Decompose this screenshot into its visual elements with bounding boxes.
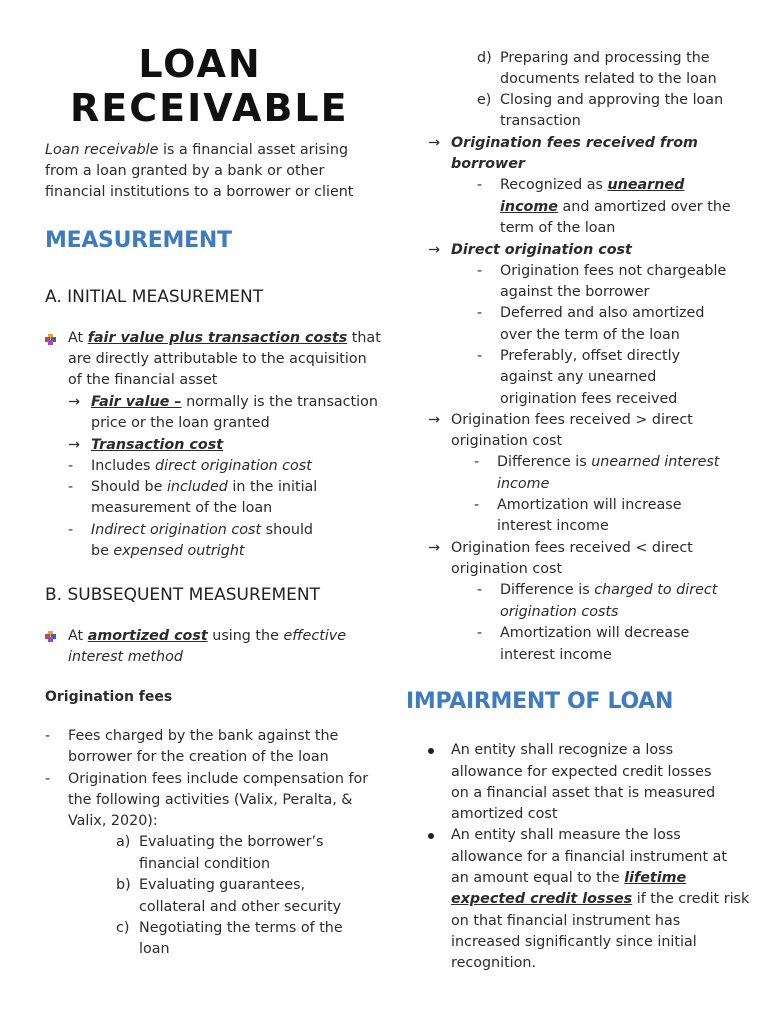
doc-sub-3-line-3: origination fees received (500, 391, 678, 407)
fair-value-line-2: price or the loan granted (91, 415, 270, 431)
imp-p1-line-1: An entity shall recognize a loss (451, 742, 674, 758)
direct-origination-cost-label: Direct origination cost (451, 242, 632, 258)
activity-letter: b) (116, 877, 131, 893)
dash-marker: - (45, 771, 51, 787)
ofr-line-1: Origination fees received from (451, 135, 698, 151)
ofr-sub-line-1: Recognized as unearned (500, 177, 685, 193)
should-be-line-1: Should be included in the initial (91, 479, 318, 495)
colored-diamond-icon (45, 631, 55, 641)
gt-line-1: Origination fees received > direct (451, 412, 693, 428)
imp-p2-line-2: allowance for a financial instrument at (451, 849, 728, 865)
activity-a-line-2: financial condition (139, 856, 271, 872)
lt-line-1: Origination fees received < direct (451, 540, 693, 556)
ofr-sub-line-2: income and amortized over the (500, 199, 731, 215)
doc-sub-1-line-2: against the borrower (500, 284, 650, 300)
activity-letter: a) (116, 834, 131, 850)
activity-b-line-1: Evaluating guarantees, (139, 877, 306, 893)
doc-sub-2-line-2: over the term of the loan (500, 327, 680, 343)
initial-bullet-line-2: are directly attributable to the acquisition (68, 351, 367, 367)
activity-c-line-2: loan (139, 941, 170, 957)
subsequent-bullet-line-2: interest method (68, 649, 183, 665)
imp-p2-line-5: on that financial instrument has (451, 913, 681, 929)
imp-p1-line-4: amortized cost (451, 806, 558, 822)
transaction-cost-label: Transaction cost (91, 437, 224, 453)
intro-line-3: financial institutions to a borrower or client (45, 184, 354, 200)
orig-fees-def-line-2: borrower for the creation of the loan (68, 749, 329, 765)
initial-bullet-line-3: of the financial asset (68, 372, 218, 388)
doc-sub-3-line-2: against any unearned (500, 369, 657, 385)
dash-marker: - (68, 458, 74, 474)
gt-sub-2-line-1: Amortization will increase (497, 497, 682, 513)
impairment-heading: IMPAIRMENT OF LOAN (406, 689, 674, 714)
fair-value-line-1: Fair value – normally is the transaction (91, 394, 378, 410)
gt-sub-2-line-2: interest income (497, 518, 609, 534)
doc-sub-1-line-1: Origination fees not chargeable (500, 263, 727, 279)
orig-fees-include-line-3: Valix, 2020): (68, 813, 158, 829)
gt-line-2: origination cost (451, 433, 563, 449)
arrow-right-icon: → (68, 437, 80, 453)
colored-diamond-icon (45, 334, 55, 344)
lt-sub-1-line-1: Difference is charged to direct (500, 582, 718, 598)
imp-p2-line-3: an amount equal to the lifetime (451, 870, 687, 886)
fair-value-plus-costs: fair value plus transaction costs (87, 330, 348, 346)
intro-line-1: Loan receivable is a financial asset arising (45, 142, 349, 158)
dash-marker: - (68, 479, 74, 495)
dash-marker: - (477, 348, 483, 364)
ofr-line-2: borrower (451, 156, 525, 172)
lt-sub-2-line-2: interest income (500, 647, 612, 663)
activity-letter: c) (116, 920, 130, 936)
arrow-right-icon: → (68, 394, 80, 410)
activity-d-line-1: Preparing and processing the (500, 50, 710, 66)
dash-marker: - (45, 728, 51, 744)
activity-a-line-1: Evaluating the borrower’s (139, 834, 324, 850)
imp-p2-line-6: increased significantly since initial (451, 934, 697, 950)
gt-sub-1-line-2: income (497, 476, 550, 492)
doc-sub-2-line-1: Deferred and also amortized (500, 305, 705, 321)
lt-sub-2-line-1: Amortization will decrease (500, 625, 690, 641)
subsequent-bullet-line-1: At amortized cost using the effective (68, 628, 347, 644)
bullet-dot (428, 833, 434, 839)
subsequent-measurement-heading: B. SUBSEQUENT MEASUREMENT (45, 585, 321, 605)
activity-c-line-1: Negotiating the terms of the (139, 920, 343, 936)
activity-letter: d) (477, 50, 492, 66)
title-line-1: LOAN (138, 42, 262, 86)
initial-bullet-line-1: At fair value plus transaction costs that (68, 330, 381, 346)
orig-fees-include-line-1: Origination fees include compensation for (68, 771, 369, 787)
dash-marker: - (477, 263, 483, 279)
intro-term: Loan receivable (45, 142, 159, 158)
dash-marker: - (474, 454, 480, 470)
dash-marker: - (477, 625, 483, 641)
lt-sub-1-line-2: origination costs (500, 604, 619, 620)
arrow-right-icon: → (428, 242, 440, 258)
dash-marker: - (474, 497, 480, 513)
activity-letter: e) (477, 92, 492, 108)
activity-b-line-2: collateral and other security (139, 899, 342, 915)
page-title (70, 42, 349, 130)
imp-p2-line-7: recognition. (451, 955, 537, 971)
indirect-cost-line-1: Indirect origination cost should (91, 522, 313, 538)
orig-fees-include-line-2: the following activities (Valix, Peralta, & (68, 792, 353, 808)
origination-fees-heading: Origination fees (45, 689, 173, 705)
dash-marker: - (68, 522, 74, 538)
dash-marker: - (477, 305, 483, 321)
gt-sub-1-line-1: Difference is unearned interest (497, 454, 720, 470)
activity-e-line-1: Closing and approving the loan (500, 92, 724, 108)
orig-fees-def-line-1: Fees charged by the bank against the (68, 728, 339, 744)
measurement-heading: MEASUREMENT (45, 228, 232, 253)
activity-d-line-2: documents related to the loan (500, 71, 717, 87)
doc-sub-3-line-1: Preferably, offset directly (500, 348, 681, 364)
dash-marker: - (477, 177, 483, 193)
includes-line: Includes direct origination cost (91, 458, 312, 474)
imp-p2-line-1: An entity shall measure the loss (451, 827, 681, 843)
title-line-2: RECEIVABLE (70, 86, 349, 130)
ofr-sub-line-3: term of the loan (500, 220, 616, 236)
arrow-right-icon: → (428, 540, 440, 556)
should-be-line-2: measurement of the loan (91, 500, 273, 516)
dash-marker: - (477, 582, 483, 598)
indirect-cost-line-2: be expensed outright (91, 543, 245, 559)
activity-e-line-2: transaction (500, 113, 581, 129)
bullet-dot (428, 748, 434, 754)
initial-measurement-heading: A. INITIAL MEASUREMENT (45, 287, 264, 307)
arrow-right-icon: → (428, 412, 440, 428)
imp-p2-line-4: expected credit losses if the credit risk (451, 891, 750, 907)
arrow-right-icon: → (428, 135, 440, 151)
imp-p1-line-3: on a financial asset that is measured (451, 785, 716, 801)
imp-p1-line-2: allowance for expected credit losses (451, 764, 712, 780)
intro-line-2: from a loan granted by a bank or other (45, 163, 325, 179)
lt-line-2: origination cost (451, 561, 563, 577)
